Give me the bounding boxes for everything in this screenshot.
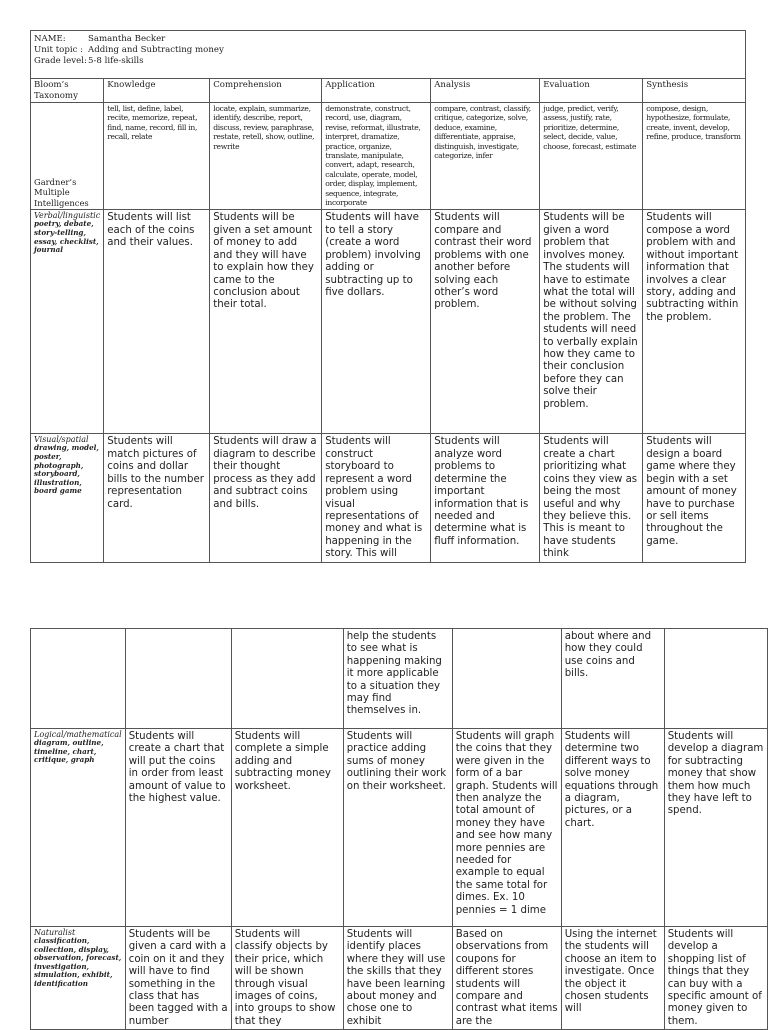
- cell-naturalist-analysis: Based on observations from coupons for different stores students will compare and contrast what items are the: [452, 927, 561, 1030]
- col-header-knowledge: Knowledge: [104, 79, 210, 103]
- cell-naturalist-knowledge: Students will be given a card with a coin on it and they will have to find something in the class that has been tagged with a number: [125, 927, 231, 1030]
- intelligence-naturalist: [31, 927, 126, 1030]
- verbs-knowledge: tell, list, define, label, recite, memorize, repeat, find, name, record, fill in, recall, relate: [104, 103, 210, 210]
- cell-verbal-knowledge: Students will list each of the coins and their values.: [104, 210, 210, 434]
- cell-naturalist-evaluation: Using the internet the students will choose an item to investigate. Once the object it chosen students will: [561, 927, 664, 1030]
- cell-verbal-evaluation: Students will be given a word problem that involves money. The students will have to estimate what the total will be without solving the problem. The students will need to verbally explain how they came to their conclusion before they can solve their problem.: [540, 210, 643, 434]
- cell-visual-analysis: Students will analyze word problems to determine the important information that is needed and determine what is fluff information.: [431, 434, 540, 562]
- cell-naturalist-application: Students will identify places where they will use the skills that they have been learning about money and chose one to exhibit: [343, 927, 452, 1030]
- table-row-verbal: [31, 210, 746, 434]
- cell-cont-synthesis: [664, 629, 767, 729]
- cell-naturalist-synthesis: Students will develop a shopping list of things that they can buy with a specific amount of money given to them.: [664, 927, 767, 1030]
- col-header-evaluation: Evaluation: [540, 79, 643, 103]
- unit-label: Unit topic :: [34, 45, 84, 55]
- cell-cont-knowledge: [125, 629, 231, 729]
- unit-value: Adding and Subtracting money: [88, 45, 224, 55]
- cell-verbal-comprehension: Students will be given a set amount of money to add and they will have to explain how they came to the conclusion about their total.: [210, 210, 322, 434]
- cell-cont-analysis: [452, 629, 561, 729]
- planning-table-page-2: [30, 628, 768, 1030]
- intelligence-visual: [31, 434, 104, 562]
- planning-table-page-1: [30, 30, 746, 563]
- grade-label: Grade level:: [34, 56, 87, 66]
- cell-visual-evaluation: Students will create a chart prioritizing what coins they view as being the most useful and why they believe this. This is meant to have students think: [540, 434, 643, 562]
- grade-line: [34, 56, 742, 67]
- cell-logical-comprehension: Students will complete a simple adding and subtracting money worksheet.: [231, 729, 343, 927]
- cell-cont-evaluation: about where and how they could use coins and bills.: [561, 629, 664, 729]
- intelligence-products: drawing, model, poster, photograph, storyboard, illustration, board game: [34, 443, 99, 496]
- name-label: NAME:: [34, 34, 66, 44]
- name-value: Samantha Becker: [88, 34, 166, 44]
- intelligence-products: diagram, outline, timeline, chart, critique, graph: [34, 738, 104, 765]
- cell-logical-evaluation: Students will determine two different ways to solve money equations through a diagram, pictures, or a chart.: [561, 729, 664, 927]
- intelligence-continued: [31, 629, 126, 729]
- cell-verbal-analysis: Students will compare and contrast their word problems with one another before solving each other’s word problem.: [431, 210, 540, 434]
- table-row-logical: [31, 729, 768, 927]
- name-line: [34, 34, 742, 45]
- cell-verbal-synthesis: Students will compose a word problem with and without important information that involves a clear story, adding and subtracting within the problem.: [643, 210, 746, 434]
- verbs-comprehension: locate, explain, summarize, identify, describe, report, discuss, review, paraphrase, restate, retell, show, outline, rewrite: [210, 103, 322, 210]
- table-row-naturalist: [31, 927, 768, 1030]
- cell-cont-application: help the students to see what is happening making it more applicable to a situation they may find themselves in.: [343, 629, 452, 729]
- intelligence-name: Visual/spatial: [34, 435, 89, 445]
- col-header-application: Application: [322, 79, 431, 103]
- intelligence-name: Logical/mathematical: [34, 730, 122, 739]
- header-info: [31, 31, 746, 79]
- unit-line: [34, 45, 742, 56]
- grade-value: 5-8 life-skills: [88, 56, 144, 66]
- col-header-analysis: Analysis: [431, 79, 540, 103]
- intelligence-logical: [31, 729, 126, 927]
- verbs-analysis: compare, contrast, classify, critique, categorize, solve, deduce, examine, differentiate, appraise, distinguish, investigate, categorize, infer: [431, 103, 540, 210]
- intelligence-verbal: [31, 210, 104, 434]
- cell-cont-comprehension: [231, 629, 343, 729]
- col-header-blooms: Bloom’s Taxonomy: [31, 79, 104, 103]
- table-row-visual: [31, 434, 746, 562]
- intelligence-name: Verbal/linguistic: [34, 211, 101, 221]
- cell-naturalist-comprehension: Students will classify objects by their price, which will be shown through visual images of coins, into groups to show that they: [231, 927, 343, 1030]
- verbs-synthesis: compose, design, hypothesize, formulate, create, invent, develop, refine, produce, transform: [643, 103, 746, 210]
- verbs-application: demonstrate, construct, record, use, diagram, revise, reformat, illustrate, interpret, dramatize, practice, organize, translate, manipulate, convert, adapt, research, calculate, operate, model, order, display, implement, sequence, integrate, incorporate: [322, 103, 431, 210]
- cell-visual-synthesis: Students will design a board game where they begin with a set amount of money have to purchase or sell items throughout the game.: [643, 434, 746, 562]
- cell-logical-application: Students will practice adding sums of money outlining their work on their worksheet.: [343, 729, 452, 927]
- intelligence-name: Naturalist: [34, 928, 76, 937]
- table-row-continued: [31, 629, 768, 729]
- col-header-comprehension: Comprehension: [210, 79, 322, 103]
- gardner-label: Gardner’s Multiple Intelligences: [31, 103, 104, 210]
- cell-visual-knowledge: Students will match pictures of coins and dollar bills to the number representation card.: [104, 434, 210, 562]
- col-header-synthesis: Synthesis: [643, 79, 746, 103]
- cell-logical-analysis: Students will graph the coins that they were given in the form of a bar graph. Students will then analyze the total amount of money they have and see how many more pennies are needed for example to equal the same total for dimes. Ex. 10 pennies = 1 dime: [452, 729, 561, 927]
- intelligence-products: classification, collection, display, observation, forecast, investigation, simulation, exhibit, identification: [34, 936, 122, 988]
- intelligence-products: poetry, debate, story-telling, essay, checklist, journal: [34, 219, 99, 255]
- cell-logical-knowledge: Students will create a chart that will put the coins in order from least amount of value to the highest value.: [125, 729, 231, 927]
- cell-visual-comprehension: Students will draw a diagram to describe their thought process as they add and subtract coins and bills.: [210, 434, 322, 562]
- verbs-evaluation: judge, predict, verify, assess, justify, rate, prioritize, determine, select, decide, value, choose, forecast, estimate: [540, 103, 643, 210]
- cell-logical-synthesis: Students will develop a diagram for subtracting money that show them how much they have left to spend.: [664, 729, 767, 927]
- cell-visual-application: Students will construct storyboard to represent a word problem using visual representations of money and what is happening in the story. This will: [322, 434, 431, 562]
- cell-verbal-application: Students will have to tell a story (create a word problem) involving adding or subtracting up to five dollars.: [322, 210, 431, 434]
